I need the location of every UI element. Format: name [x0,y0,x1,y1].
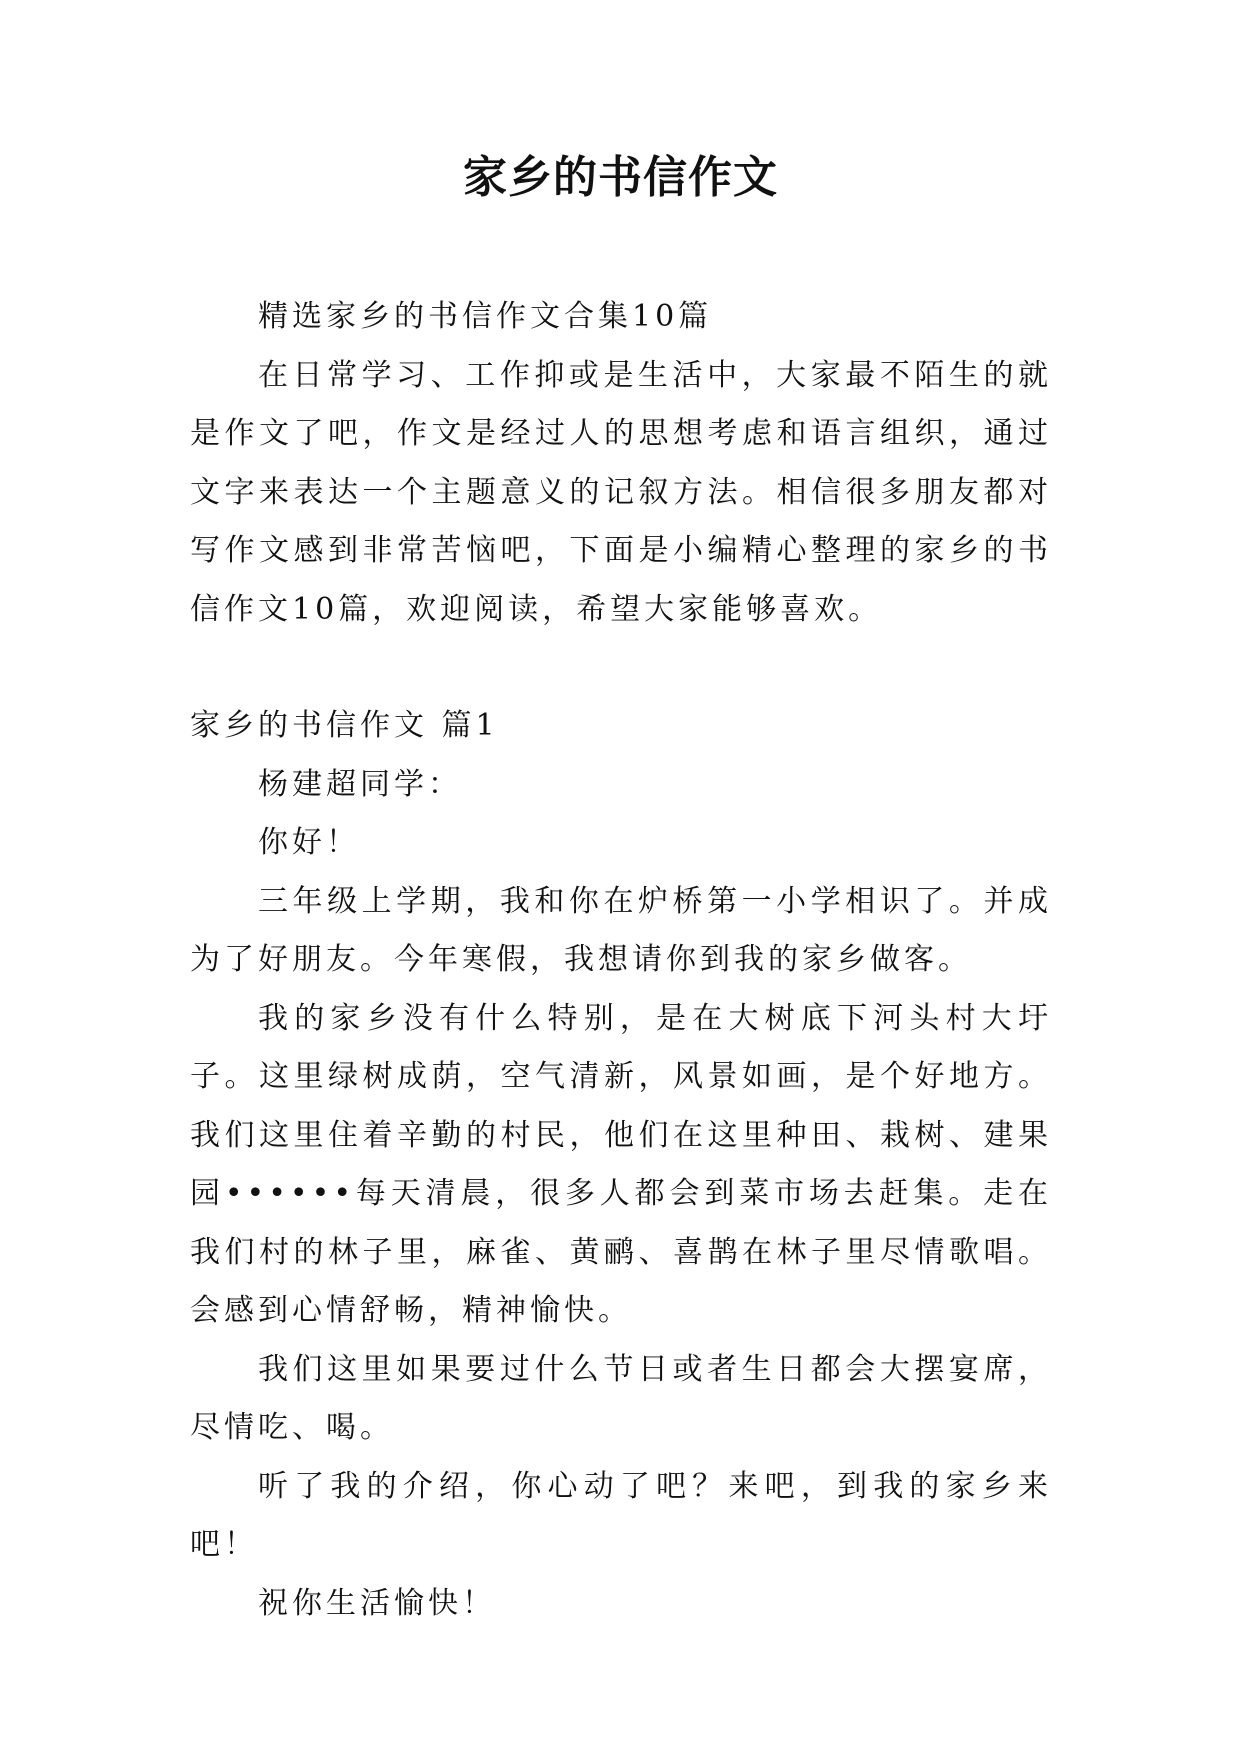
collection-subtitle: 精选家乡的书信作文合集10篇 [258,299,713,334]
letter-paragraph: 我的家乡没有什么特别，是在大树底下河头村大圩子。这里绿树成荫，空气清新，风景如画，是个好地方。我们这里住着辛勤的村民，他们在这里种田、栽树、建果园••••••每天清晨，很多人都会到菜市场去赶集。走在我们村的林子里，麻雀、黄鹂、喜鹊在林子里尽情歌唱。会感到心情舒畅，精神愉快。 [190,1000,1052,1328]
letter-closing: 祝你生活愉快！ [258,1585,496,1621]
letter-paragraph: 三年级上学期，我和你在炉桥第一小学相识了。并成为了好朋友。今年寒假，我想请你到我的家乡做客。 [190,883,1052,977]
section-heading: 家乡的书信作文 篇1 [190,708,499,743]
letter-salutation: 杨建超同学： [258,766,462,802]
page-title: 家乡的书信作文 [463,152,778,203]
letter-paragraph: 我们这里如果要过什么节日或者生日都会大摆宴席，尽情吃、喝。 [190,1351,1052,1445]
letter-paragraph: 听了我的介绍，你心动了吧？来吧，到我的家乡来吧！ [190,1468,1052,1562]
intro-paragraph: 在日常学习、工作抑或是生活中，大家最不陌生的就是作文了吧，作文是经过人的思想考虑和语言组织，通过文字来表达一个主题意义的记叙方法。相信很多朋友都对写作文感到非常苦恼吧，下面是小编精心整理的家乡的书信作文10篇，欢迎阅读，希望大家能够喜欢。 [190,357,1052,627]
letter-greeting: 你好！ [258,825,360,860]
document-body [190,288,1052,1633]
